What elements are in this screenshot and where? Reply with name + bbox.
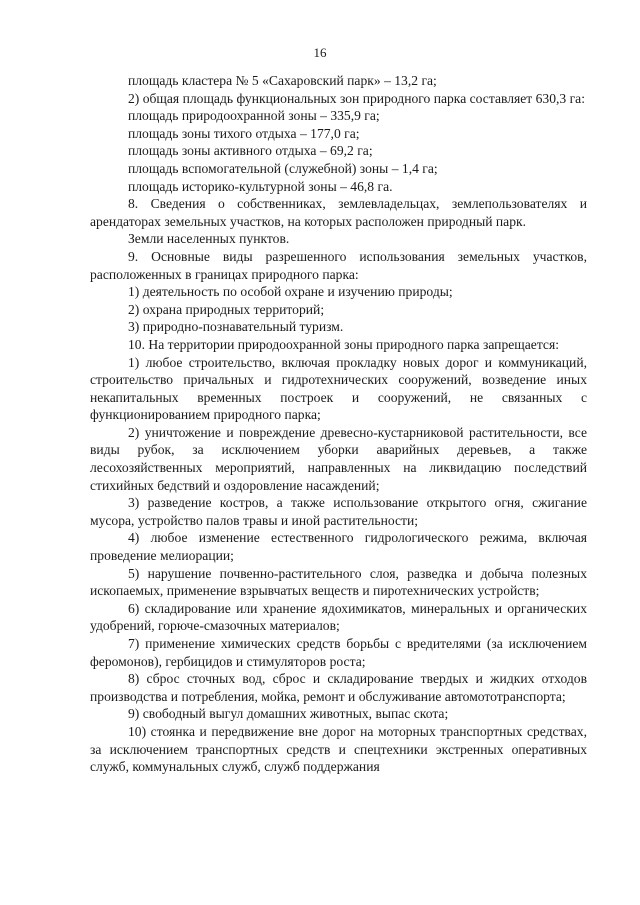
paragraph: 9) свободный выгул домашних животных, выпас скота; bbox=[128, 706, 449, 722]
paragraph: Земли населенных пунктов. bbox=[128, 231, 290, 247]
paragraph: площадь зоны активного отдыха – 69,2 га; bbox=[128, 143, 373, 159]
paragraph: 2) общая площадь функциональных зон природного парка составляет 630,3 га: bbox=[128, 90, 585, 106]
document-body bbox=[90, 72, 587, 776]
paragraph: 5) нарушение почвенно-растительного слоя, разведка и добыча полезных ископаемых, применение взрывчатых веществ и пиротехнических устройств; bbox=[90, 565, 587, 599]
paragraph: 2) охрана природных территорий; bbox=[128, 301, 325, 317]
paragraph: 8) сброс сточных вод, сброс и складирование твердых и жидких отходов производства и потребления, мойка, ремонт и обслуживание автомототранспорта; bbox=[90, 671, 587, 704]
paragraph: 1) деятельность по особой охране и изучению природы; bbox=[128, 284, 453, 300]
paragraph: 8. Сведения о собственниках, землевладельцах, землепользователях и арендаторах земельных участков, на которых расположен природный парк. bbox=[90, 196, 587, 229]
paragraph: 10. На территории природоохранной зоны природного парка запрещается: bbox=[128, 336, 559, 352]
paragraph: 4) любое изменение естественного гидрологического режима, включая проведение мелиорации; bbox=[90, 530, 587, 564]
paragraph: 3) природно-познавательный туризм. bbox=[128, 319, 344, 335]
paragraph: 7) применение химических средств борьбы с вредителями (за исключением феромонов), гербицидов и стимуляторов роста; bbox=[90, 636, 587, 669]
paragraph: 10) стоянка и передвижение вне дорог на моторных транспортных средствах, за исключением транспортных средств и спецтехники экстренных оперативных служб, коммунальных служб, служб поддержания bbox=[90, 723, 587, 775]
page-number: 16 bbox=[313, 45, 327, 60]
paragraph: 9. Основные виды разрешенного использования земельных участков, расположенных в границах природного парка: bbox=[90, 248, 587, 282]
paragraph: 1) любое строительство, включая прокладку новых дорог и коммуникаций, строительство причальных и гидротехнических сооружений, возведение иных некапитальных временных построек и сооружений, не связанных с функционированием природного парка; bbox=[90, 354, 587, 423]
paragraph: площадь кластера № 5 «Сахаровский парк» – 13,2 га; bbox=[128, 73, 437, 88]
paragraph: 6) складирование или хранение ядохимикатов, минеральных и органических удобрений, горюче-смазочных материалов; bbox=[90, 600, 587, 634]
paragraph: площадь вспомогательной (служебной) зоны – 1,4 га; bbox=[128, 160, 438, 176]
paragraph: 3) разведение костров, а также использование открытого огня, сжигание мусора, устройство палов травы и иной растительности; bbox=[90, 495, 587, 528]
paragraph: площадь природоохранной зоны – 335,9 га; bbox=[128, 108, 380, 124]
paragraph: площадь зоны тихого отдыха – 177,0 га; bbox=[128, 125, 360, 141]
paragraph: 2) уничтожение и повреждение древесно-кустарниковой растительности, все виды рубок, за исключением уборки аварийных деревьев, а также лесохозяйственных мероприятий, направленных на ликвидацию последствий стихийных бедствий и оздоровление насаждений; bbox=[90, 424, 587, 493]
paragraph: площадь историко-культурной зоны – 46,8 га. bbox=[128, 178, 393, 194]
